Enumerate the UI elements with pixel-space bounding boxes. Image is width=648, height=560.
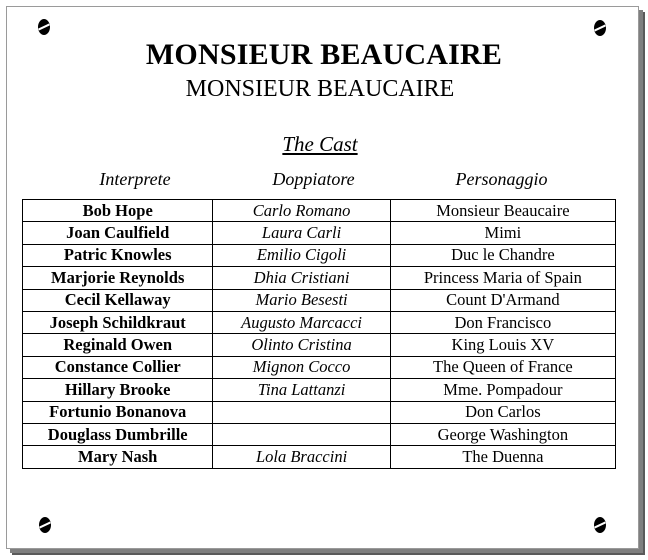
voice-actor-cell: Dhia Cristiani [213, 267, 390, 289]
table-row [23, 311, 616, 333]
voice-actor-cell: Mignon Cocco [213, 356, 390, 378]
cast-table [22, 199, 616, 469]
actor-cell: Mary Nash [23, 446, 213, 468]
actor-cell: Marjorie Reynolds [23, 267, 213, 289]
character-cell: Princess Maria of Spain [390, 267, 615, 289]
character-cell: Monsieur Beaucaire [390, 200, 615, 222]
column-header-doppiatore: Doppiatore [272, 169, 355, 189]
actor-cell: Bob Hope [23, 200, 213, 222]
actor-cell: Patric Knowles [23, 244, 213, 266]
table-row [23, 356, 616, 378]
actor-cell: Fortunio Bonanova [23, 401, 213, 423]
table-row [23, 446, 616, 468]
voice-actor-cell: Laura Carli [213, 222, 390, 244]
voice-actor-cell [213, 423, 390, 445]
voice-actor-cell [213, 401, 390, 423]
table-row [23, 289, 616, 311]
character-cell: Count D'Armand [390, 289, 615, 311]
table-row [23, 267, 616, 289]
actor-cell: Joseph Schildkraut [23, 311, 213, 333]
cast-heading: The Cast [282, 132, 358, 156]
screw-icon [594, 20, 606, 36]
voice-actor-cell: Mario Besesti [213, 289, 390, 311]
screw-icon [38, 19, 50, 35]
page-subtitle: MONSIEUR BEAUCAIRE [185, 76, 455, 102]
table-row [23, 200, 616, 222]
voice-actor-cell: Tina Lattanzi [213, 379, 390, 401]
column-header-interprete: Interprete [99, 169, 171, 189]
table-row [23, 334, 616, 356]
character-cell: Mme. Pompadour [390, 379, 615, 401]
actor-cell: Constance Collier [23, 356, 213, 378]
page-title: MONSIEUR BEAUCAIRE [145, 38, 503, 71]
screw-icon [39, 517, 51, 533]
table-row [23, 423, 616, 445]
table-row [23, 401, 616, 423]
voice-actor-cell: Emilio Cigoli [213, 244, 390, 266]
actor-cell: Douglass Dumbrille [23, 423, 213, 445]
voice-actor-cell: Augusto Marcacci [213, 311, 390, 333]
actor-cell: Hillary Brooke [23, 379, 213, 401]
table-row [23, 244, 616, 266]
column-header-personaggio: Personaggio [455, 169, 548, 189]
character-cell: George Washington [390, 423, 615, 445]
character-cell: King Louis XV [390, 334, 615, 356]
screw-icon [594, 517, 606, 533]
character-cell: Don Carlos [390, 401, 615, 423]
table-row [23, 222, 616, 244]
character-cell: The Queen of France [390, 356, 615, 378]
actor-cell: Joan Caulfield [23, 222, 213, 244]
voice-actor-cell: Carlo Romano [213, 200, 390, 222]
character-cell: Duc le Chandre [390, 244, 615, 266]
voice-actor-cell: Lola Braccini [213, 446, 390, 468]
table-row [23, 379, 616, 401]
actor-cell: Reginald Owen [23, 334, 213, 356]
character-cell: Don Francisco [390, 311, 615, 333]
character-cell: Mimi [390, 222, 615, 244]
character-cell: The Duenna [390, 446, 615, 468]
voice-actor-cell: Olinto Cristina [213, 334, 390, 356]
actor-cell: Cecil Kellaway [23, 289, 213, 311]
